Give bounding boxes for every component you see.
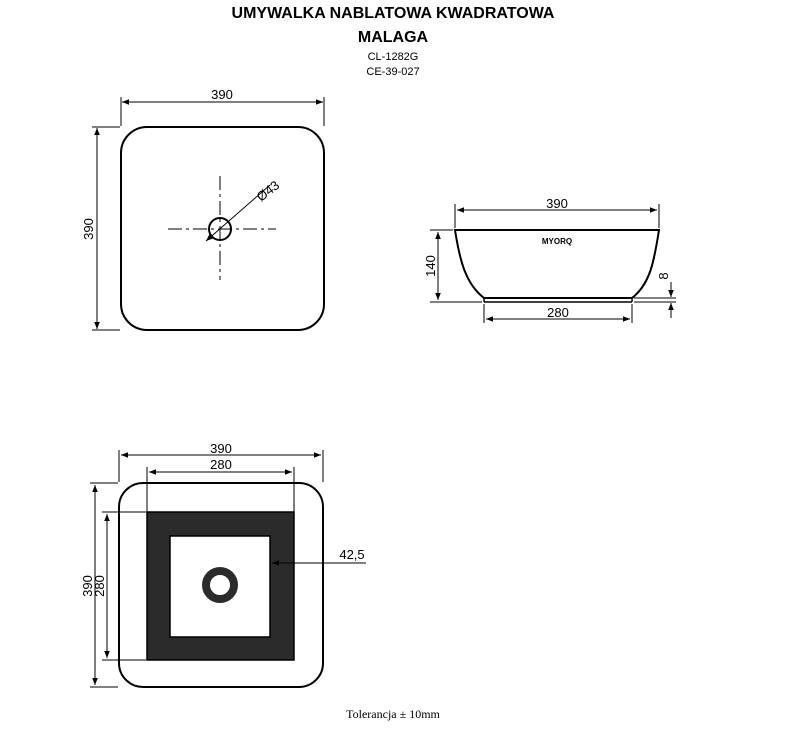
side-width-label: 390 [546,196,568,211]
base-width-label: 280 [547,305,569,320]
bottom-inner-width-label: 280 [210,457,232,472]
base-ring [147,512,294,660]
brand-logo: MYORQ [541,237,573,246]
side-height-label: 140 [423,255,438,277]
offset-label: 42,5 [339,547,365,562]
top-width-label: 390 [211,87,233,102]
title-line-2: MALAGA [357,29,429,46]
top-view [92,97,324,330]
bottom-view [90,450,366,687]
bottom-outer-width-label: 390 [210,441,232,456]
title-line-1: UMYWALKA NABLATOWA KWADRATOWA [231,5,555,22]
bottom-drain-ring [206,571,234,599]
product-code-1: CL-1282G [367,51,419,63]
product-code-2: CE-39-027 [366,66,420,78]
drain-diameter-label: Ø43 [253,177,283,205]
bottom-inner-depth-label: 280 [92,575,107,597]
top-depth-label: 390 [81,218,96,240]
tolerance-note: Tolerancja ± 10mm [346,707,440,721]
bottom-outer-depth-label: 390 [80,575,95,597]
base-height-label: 8 [656,272,671,280]
